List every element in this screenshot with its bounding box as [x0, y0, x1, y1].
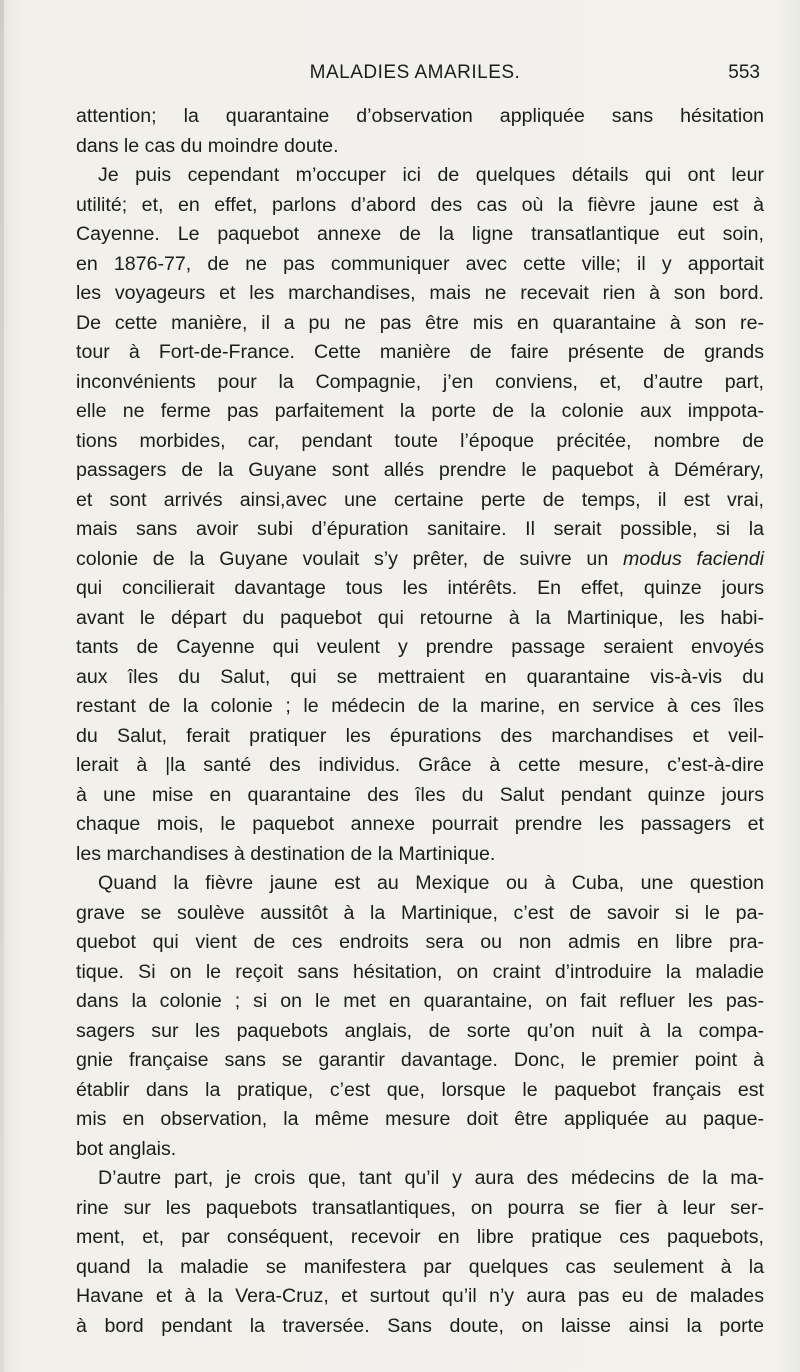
body-text [76, 102, 764, 1341]
paragraph-4 [76, 1164, 764, 1341]
text-line: sagers sur les paquebots anglais, de sorte qu’on nuit à la compa- [76, 1019, 764, 1042]
text-line: et sont arrivés ainsi,avec une certaine perte de temps, il est vrai, [76, 488, 764, 511]
page-header [70, 58, 760, 86]
text-line: restant de la colonie ; le médecin de la marine, en service à ces îles [76, 695, 764, 717]
text-line: quebot qui vient de ces endroits sera ou non admis en libre pra- [76, 931, 764, 953]
italic-phrase: modus faciendi [622, 547, 765, 570]
paragraph-1 [76, 102, 764, 161]
text-line: Cayenne. Le paquebot annexe de la ligne transatlantique eut soin, [76, 223, 764, 245]
paragraph-3 [76, 869, 764, 1164]
paragraph-2 [76, 161, 764, 869]
text-line: utilité; et, en effet, parlons d’abord des cas où la fièvre jaune est à [76, 193, 764, 216]
running-title: MALADIES AMARILES. [309, 62, 521, 83]
text-line: dans le cas du moindre doute. [76, 134, 339, 157]
text-line: à bord pendant la traversée. Sans doute, on laisse ainsi la porte [76, 1314, 764, 1337]
text-line: lerait à |la santé des individus. Grâce à cette mesure, c’est-à-dire [76, 754, 764, 776]
text-line: établir dans la pratique, c’est que, lorsque le paquebot français est [76, 1078, 764, 1101]
text-line: Quand la fièvre jaune est au Mexique ou à Cuba, une question [98, 872, 764, 894]
text-line: tants de Cayenne qui veulent y prendre passage seraient envoyés [76, 636, 764, 658]
text-line: passagers de la Guyane sont allés prendre le paquebot à Démérary, [76, 459, 764, 481]
text-line: gnie française sans se garantir davantage. Donc, le premier point à [76, 1049, 764, 1071]
text-line: aux îles du Salut, qui se mettraient en quarantaine vis-à-vis du [76, 665, 764, 688]
page-edge-shadow [0, 0, 4, 1372]
text-line: attention; la quarantaine d’observation appliquée sans hésitation [76, 105, 764, 127]
text-line: bot anglais. [76, 1137, 177, 1160]
text-line: qui concilierait davantage tous les intérêts. En effet, quinze jours [76, 577, 764, 599]
text-line: chaque mois, le paquebot annexe pourrait prendre les passagers et [76, 813, 764, 835]
text-line: colonie de la Guyane voulait s’y prêter, de suivre un modus faciendi [76, 547, 765, 570]
text-line: Havane et à la Vera-Cruz, et surtout qu’il n’y aura pas eu de malades [76, 1285, 764, 1307]
text-line: quand la maladie se manifestera par quelques cas seulement à la [76, 1255, 764, 1278]
text-line: mais sans avoir subi d’épuration sanitaire. Il serait possible, si la [76, 518, 764, 540]
text-line: De cette manière, il a pu ne pas être mis en quarantaine à son re- [76, 311, 764, 334]
text-line: rine sur les paquebots transatlantiques, on pourra se fier à leur ser- [76, 1196, 764, 1219]
text-line: inconvénients pour la Compagnie, j’en conviens, et, d’autre part, [76, 370, 764, 393]
text-line: grave se soulève aussitôt à la Martinique, c’est de savoir si le pa- [76, 901, 764, 924]
text-line: tour à Fort-de-France. Cette manière de faire présente de grands [76, 341, 764, 363]
text-line: ment, et, par conséquent, recevoir en libre pratique ces paquebots, [76, 1226, 764, 1248]
text-line: avant le départ du paquebot qui retourne à la Martinique, les habi- [76, 606, 764, 629]
text-line: dans la colonie ; si on le met en quarantaine, on fait refluer les pas- [76, 990, 764, 1012]
text-line: du Salut, ferait pratiquer les épurations des marchandises et veil- [76, 724, 764, 747]
text-line: en 1876-77, de ne pas communiquer avec cette ville; il y apportait [76, 252, 764, 275]
text-line: tique. Si on le reçoit sans hésitation, on craint d’introduire la maladie [76, 960, 764, 983]
text-line: les marchandises à destination de la Martinique. [76, 842, 496, 865]
text-line: D’autre part, je crois que, tant qu’il y aura des médecins de la ma- [98, 1167, 764, 1189]
text-line: elle ne ferme pas parfaitement la porte de la colonie aux imppota- [76, 400, 764, 422]
text-line: mis en observation, la même mesure doit être appliquée au paque- [76, 1108, 764, 1130]
text-line: Je puis cependant m’occuper ici de quelques détails qui ont leur [98, 164, 764, 186]
page-number: 553 [728, 62, 760, 83]
text-line: tions morbides, car, pendant toute l’époque précitée, nombre de [76, 429, 764, 452]
text-line: les voyageurs et les marchandises, mais ne recevait rien à son bord. [76, 282, 764, 304]
text-line: à une mise en quarantaine des îles du Salut pendant quinze jours [76, 783, 764, 806]
